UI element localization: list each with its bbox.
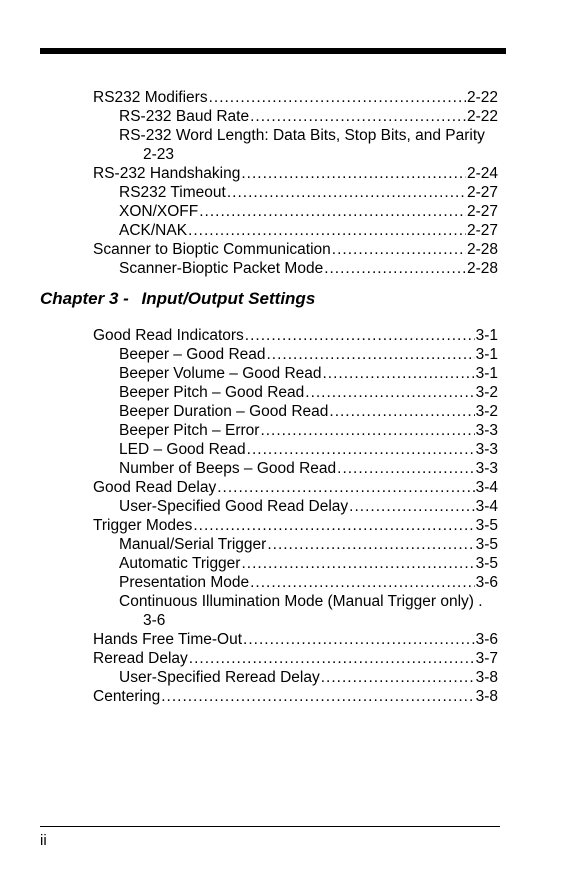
toc-leader-dots [329, 402, 474, 421]
toc-entry-title: Beeper – Good Read [119, 346, 266, 363]
toc-entry-page: 2-27 [466, 203, 498, 220]
toc-entry-title: Beeper Volume – Good Read [119, 365, 322, 382]
toc-leader-dots [324, 259, 466, 278]
toc-entry[interactable] [93, 535, 498, 554]
toc-entry[interactable] [93, 326, 498, 345]
toc-entry[interactable] [93, 592, 498, 630]
toc-entry-page: 2-23 [143, 146, 175, 163]
toc-leader-dots [260, 421, 474, 440]
toc-leader-dots [209, 88, 466, 107]
toc-leader-dots [241, 554, 474, 573]
toc-entry-title: Hands Free Time-Out [93, 631, 243, 648]
chapter-heading [40, 289, 315, 309]
toc-entry[interactable] [93, 687, 498, 706]
toc-entry-title: User-Specified Good Read Delay [119, 498, 349, 515]
toc-entry-title: Good Read Delay [93, 479, 217, 496]
toc-entry-title: Manual/Serial Trigger [119, 536, 267, 553]
toc-entry-page: 3-2 [475, 403, 498, 420]
toc-entry[interactable] [93, 421, 498, 440]
toc-entry-page: 3-7 [475, 650, 498, 667]
toc-entry-page: 2-28 [466, 241, 498, 258]
toc-entry-title: LED – Good Read [119, 441, 246, 458]
toc-entry-title: RS-232 Baud Rate [119, 108, 250, 125]
toc-entry-page: 2-28 [466, 260, 498, 277]
toc-leader-dots [243, 630, 475, 649]
toc-leader-dots [337, 459, 474, 478]
toc-entry[interactable] [93, 107, 498, 126]
toc-entry-page: 3-6 [475, 574, 498, 591]
toc-entry-title: Beeper Pitch – Error [119, 422, 260, 439]
toc-leader-dots [349, 497, 474, 516]
toc-section-chapter-2 [93, 88, 498, 278]
toc-entry-title: RS-232 Handshaking [93, 165, 241, 182]
toc-entry[interactable] [93, 497, 498, 516]
toc-entry-page: 3-1 [475, 365, 498, 382]
toc-leader-dots [245, 326, 475, 345]
toc-leader-dots [199, 202, 466, 221]
toc-entry[interactable] [93, 649, 498, 668]
toc-entry[interactable] [93, 402, 498, 421]
toc-leader-dots [267, 535, 474, 554]
chapter-label: Chapter 3 - [40, 289, 129, 308]
toc-entry-page: 3-1 [475, 327, 498, 344]
toc-entry-page: 3-3 [475, 422, 498, 439]
toc-entry-title: Number of Beeps – Good Read [119, 460, 337, 477]
toc-entry[interactable] [93, 259, 498, 278]
toc-entry[interactable] [93, 478, 498, 497]
toc-leader-dots [332, 240, 466, 259]
toc-leader-dots [267, 345, 475, 364]
toc-entry-title: RS232 Modifiers [93, 89, 208, 106]
toc-leader-dots [188, 221, 466, 240]
toc-entry-title: RS232 Timeout [119, 184, 226, 201]
toc-entry-page: 3-6 [475, 631, 498, 648]
toc-entry-title: Good Read Indicators [93, 327, 244, 344]
toc-entry-page: 3-2 [475, 384, 498, 401]
toc-entry-title: ACK/NAK [119, 222, 188, 239]
toc-entry-page: 3-1 [475, 346, 498, 363]
toc-entry-page: 2-22 [466, 89, 498, 106]
toc-entry-page: 3-4 [475, 479, 498, 496]
toc-entry-page: 2-22 [466, 108, 498, 125]
footer-rule [40, 826, 500, 827]
toc-entry[interactable] [93, 630, 498, 649]
toc-entry-title: XON/XOFF [119, 203, 199, 220]
toc-entry-page: 3-5 [475, 536, 498, 553]
toc-entry-page: 2-24 [466, 165, 498, 182]
toc-entry-title: RS-232 Word Length: Data Bits, Stop Bits, and Parity [119, 127, 485, 144]
toc-leader-dots [217, 478, 474, 497]
toc-entry-page: 3-3 [475, 441, 498, 458]
toc-entry-page: 3-6 [143, 612, 166, 629]
toc-leader-dots [189, 649, 475, 668]
toc-entry-title: Reread Delay [93, 650, 188, 667]
toc-entry[interactable] [93, 668, 498, 687]
toc-entry-page: 3-5 [475, 555, 498, 572]
toc-leader-dots [247, 440, 475, 459]
toc-leader-dots [193, 516, 474, 535]
toc-entry[interactable] [93, 364, 498, 383]
header-rule [40, 48, 506, 54]
toc-entry[interactable] [93, 459, 498, 478]
toc-entry-title: Automatic Trigger [119, 555, 241, 572]
toc-entry-title: Centering [93, 688, 161, 705]
toc-entry-title: Presentation Mode [119, 574, 250, 591]
toc-leader-dots [250, 573, 474, 592]
toc-entry-page: 3-8 [475, 669, 498, 686]
toc-leader-dots [321, 668, 475, 687]
toc-entry[interactable] [93, 88, 498, 107]
toc-entry-page: 2-27 [466, 222, 498, 239]
toc-entry-title: Trigger Modes [93, 517, 193, 534]
toc-entry[interactable] [93, 164, 498, 183]
toc-entry-title: Scanner to Bioptic Communication [93, 241, 331, 258]
toc-entry-title: Continuous Illumination Mode (Manual Trigger only) . [119, 593, 483, 610]
toc-entry[interactable] [93, 383, 498, 402]
toc-entry-title: Scanner-Bioptic Packet Mode [119, 260, 324, 277]
toc-leader-dots [305, 383, 474, 402]
toc-entry[interactable] [93, 240, 498, 259]
toc-entry-title: User-Specified Reread Delay [119, 669, 320, 686]
toc-entry-page: 3-5 [475, 517, 498, 534]
toc-entry[interactable] [93, 573, 498, 592]
toc-leader-dots [227, 183, 466, 202]
toc-leader-dots [161, 687, 474, 706]
toc-entry[interactable] [93, 221, 498, 240]
toc-leader-dots [241, 164, 466, 183]
toc-entry[interactable] [93, 183, 498, 202]
toc-leader-dots [323, 364, 475, 383]
toc-entry[interactable] [93, 440, 498, 459]
chapter-title: Input/Output Settings [141, 289, 316, 308]
toc-entry-page: 3-3 [475, 460, 498, 477]
toc-entry-title: Beeper Pitch – Good Read [119, 384, 305, 401]
toc-leader-dots [250, 107, 466, 126]
page-number: ii [40, 832, 47, 849]
toc-entry-page: 3-8 [475, 688, 498, 705]
toc-entry[interactable] [93, 126, 498, 164]
toc-entry-page: 2-27 [466, 184, 498, 201]
toc-section-chapter-3 [93, 326, 498, 706]
toc-entry[interactable] [93, 345, 498, 364]
toc-entry[interactable] [93, 516, 498, 535]
toc-entry[interactable] [93, 554, 498, 573]
toc-entry-page: 3-4 [475, 498, 498, 515]
toc-entry-title: Beeper Duration – Good Read [119, 403, 329, 420]
toc-entry[interactable] [93, 202, 498, 221]
